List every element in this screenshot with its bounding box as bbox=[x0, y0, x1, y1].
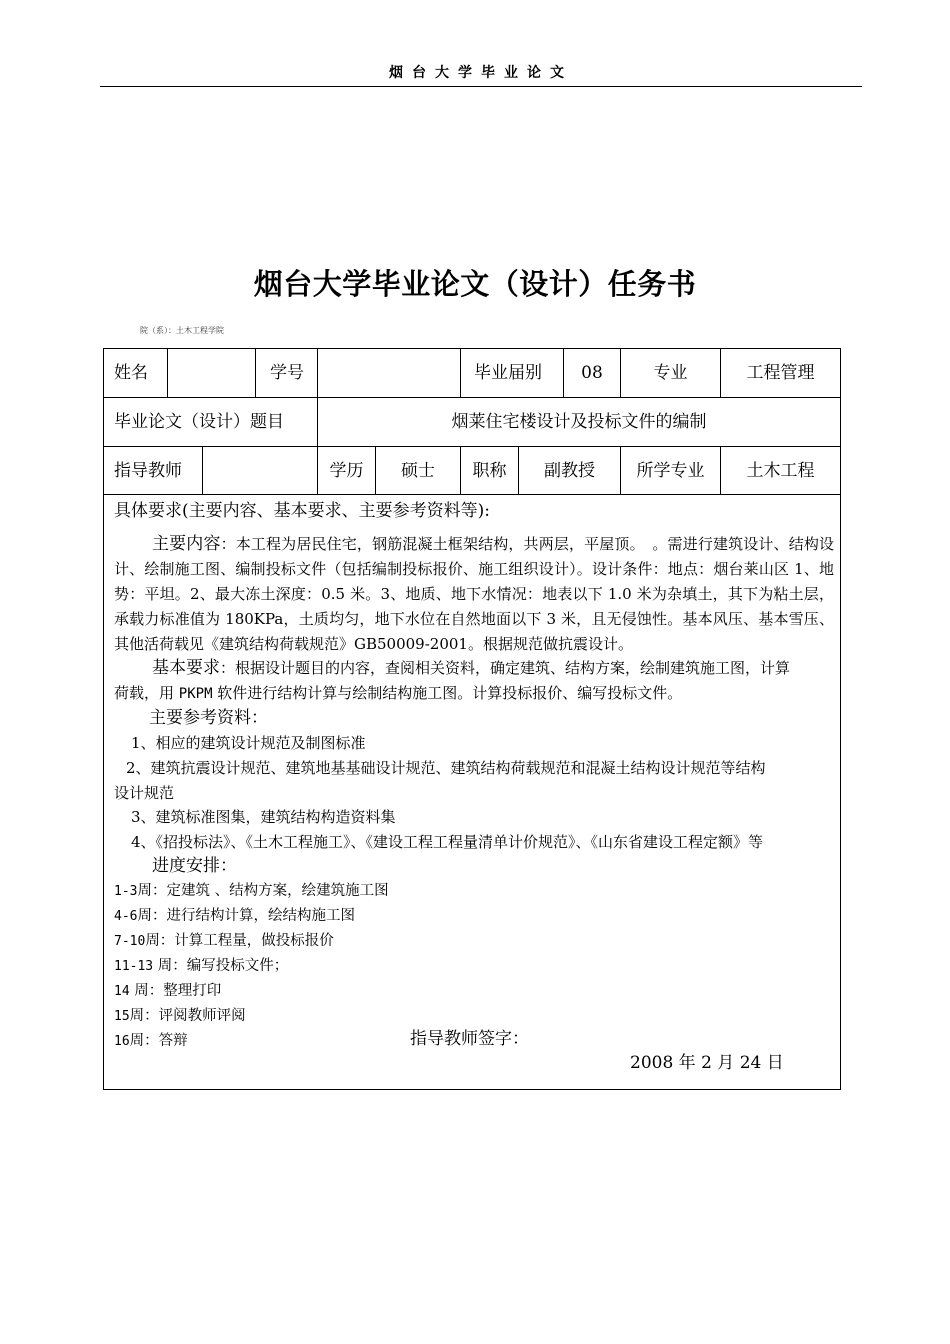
schedule-item: 4-6周：进行结构计算，绘结构施工图 bbox=[114, 908, 355, 924]
main-content-paragraph bbox=[114, 532, 834, 657]
reference-item-3: 3、建筑标准图集，建筑结构构造资料集 bbox=[131, 808, 396, 826]
advisor-value bbox=[202, 447, 317, 494]
basic-requirements-lead: 基本要求 bbox=[152, 658, 220, 678]
pkpm-software-name: PKPM bbox=[178, 686, 213, 702]
degree-label: 学历 bbox=[317, 447, 375, 494]
requirements-section bbox=[104, 494, 840, 1089]
class-year-value: 08 bbox=[563, 349, 620, 397]
topic-value: 烟莱住宅楼设计及投标文件的编制 bbox=[317, 398, 840, 446]
schedule-item: 1-3周：定建筑 、结构方案，绘建筑施工图 bbox=[114, 883, 389, 899]
form-row-topic bbox=[104, 398, 840, 447]
major-value: 工程管理 bbox=[720, 349, 840, 397]
major-label: 专业 bbox=[620, 349, 720, 397]
running-header: 烟台大学毕业论文 bbox=[100, 62, 862, 87]
reference-item-4: 4、《招投标法》、《土木工程施工》、《建设工程工程量清单计价规范》、《山东省建设工程定额》等 bbox=[131, 833, 764, 851]
student-id-label: 学号 bbox=[255, 349, 317, 397]
basic-requirements-text-1: ：根据设计题目的内容，查阅相关资料，确定建筑、结构方案，绘制建筑施工图，计算 bbox=[220, 659, 791, 677]
advisor-label: 指导教师 bbox=[114, 461, 182, 481]
title-value: 副教授 bbox=[518, 447, 620, 494]
advisor-signature-label: 指导教师签字： bbox=[410, 1029, 529, 1049]
requirements-heading: 具体要求(主要内容、基本要求、主要参考资料等): bbox=[114, 501, 490, 521]
reference-item-1: 1、相应的建筑设计规范及制图标准 bbox=[131, 734, 366, 752]
form-row-advisor bbox=[104, 447, 840, 495]
degree-value: 硕士 bbox=[375, 447, 460, 494]
student-id-value bbox=[317, 349, 460, 397]
document-title: 烟台大学毕业论文（设计）任务书 bbox=[253, 267, 697, 301]
schedule-item: 14 周：整理打印 bbox=[114, 983, 222, 999]
name-value bbox=[167, 349, 255, 397]
reference-item-2-line-1: 2、建筑抗震设计规范、建筑地基基础设计规范、建筑结构荷载规范和混凝土结构设计规范等结构 bbox=[126, 759, 766, 777]
class-year-label: 毕业届别 bbox=[460, 349, 563, 397]
schedule-item: 11-13 周：编写投标文件； bbox=[114, 958, 289, 974]
signature-date: 2008 年 2 月 24 日 bbox=[630, 1053, 784, 1073]
schedule-item: 15周：评阅教师评阅 bbox=[114, 1008, 246, 1024]
references-heading: 主要参考资料： bbox=[149, 708, 268, 728]
department-label: 院（系）：土木工程学院 bbox=[140, 326, 224, 335]
name-label: 姓名 bbox=[114, 363, 148, 383]
reference-item-2-line-2: 设计规范 bbox=[114, 784, 175, 802]
schedule-heading: 进度安排： bbox=[152, 856, 237, 876]
field-value: 土木工程 bbox=[720, 447, 840, 494]
form-row-basic-info bbox=[104, 349, 840, 398]
basic-requirements-text-2a: 荷载，用 bbox=[114, 684, 179, 702]
schedule-item: 7-10周：计算工程量，做投标报价 bbox=[114, 933, 334, 949]
basic-requirements-text-2c: 软件进行结构计算与绘制结构施工图。计算投标报价、编写投标文件。 bbox=[212, 684, 683, 702]
field-label: 所学专业 bbox=[620, 447, 720, 494]
title-label: 职称 bbox=[460, 447, 518, 494]
main-content-text: ：本工程为居民住宅，钢筋混凝土框架结构，共两层，平屋顶。 。需进行建筑设计、结构设计、绘制施工图、编制投标文件（包括编制投标报价、施工组织设计）。设计条件：地点：烟台莱山区 1、地势：平坦。2、最大冻土深度：0.5 米。3、地质、地下水情况：地表以下 1.0 米为杂填土，其下为粘土层，承载力标准值为 180KPa，土质均匀，地下水位在自然地面以下 3 米，且无侵蚀性。基本风压、基本雪压、其他活荷载见《建筑结构荷载规范》GB50009-2001。根据规范做抗震设计。 bbox=[114, 535, 834, 653]
basic-requirements-line-2 bbox=[114, 681, 838, 706]
basic-requirements-line-1 bbox=[114, 656, 838, 680]
topic-label: 毕业论文（设计）题目 bbox=[114, 412, 284, 432]
main-content-lead: 主要内容 bbox=[152, 534, 221, 554]
schedule-item: 16周：答辩 bbox=[114, 1033, 188, 1049]
task-form-table bbox=[103, 348, 841, 1090]
